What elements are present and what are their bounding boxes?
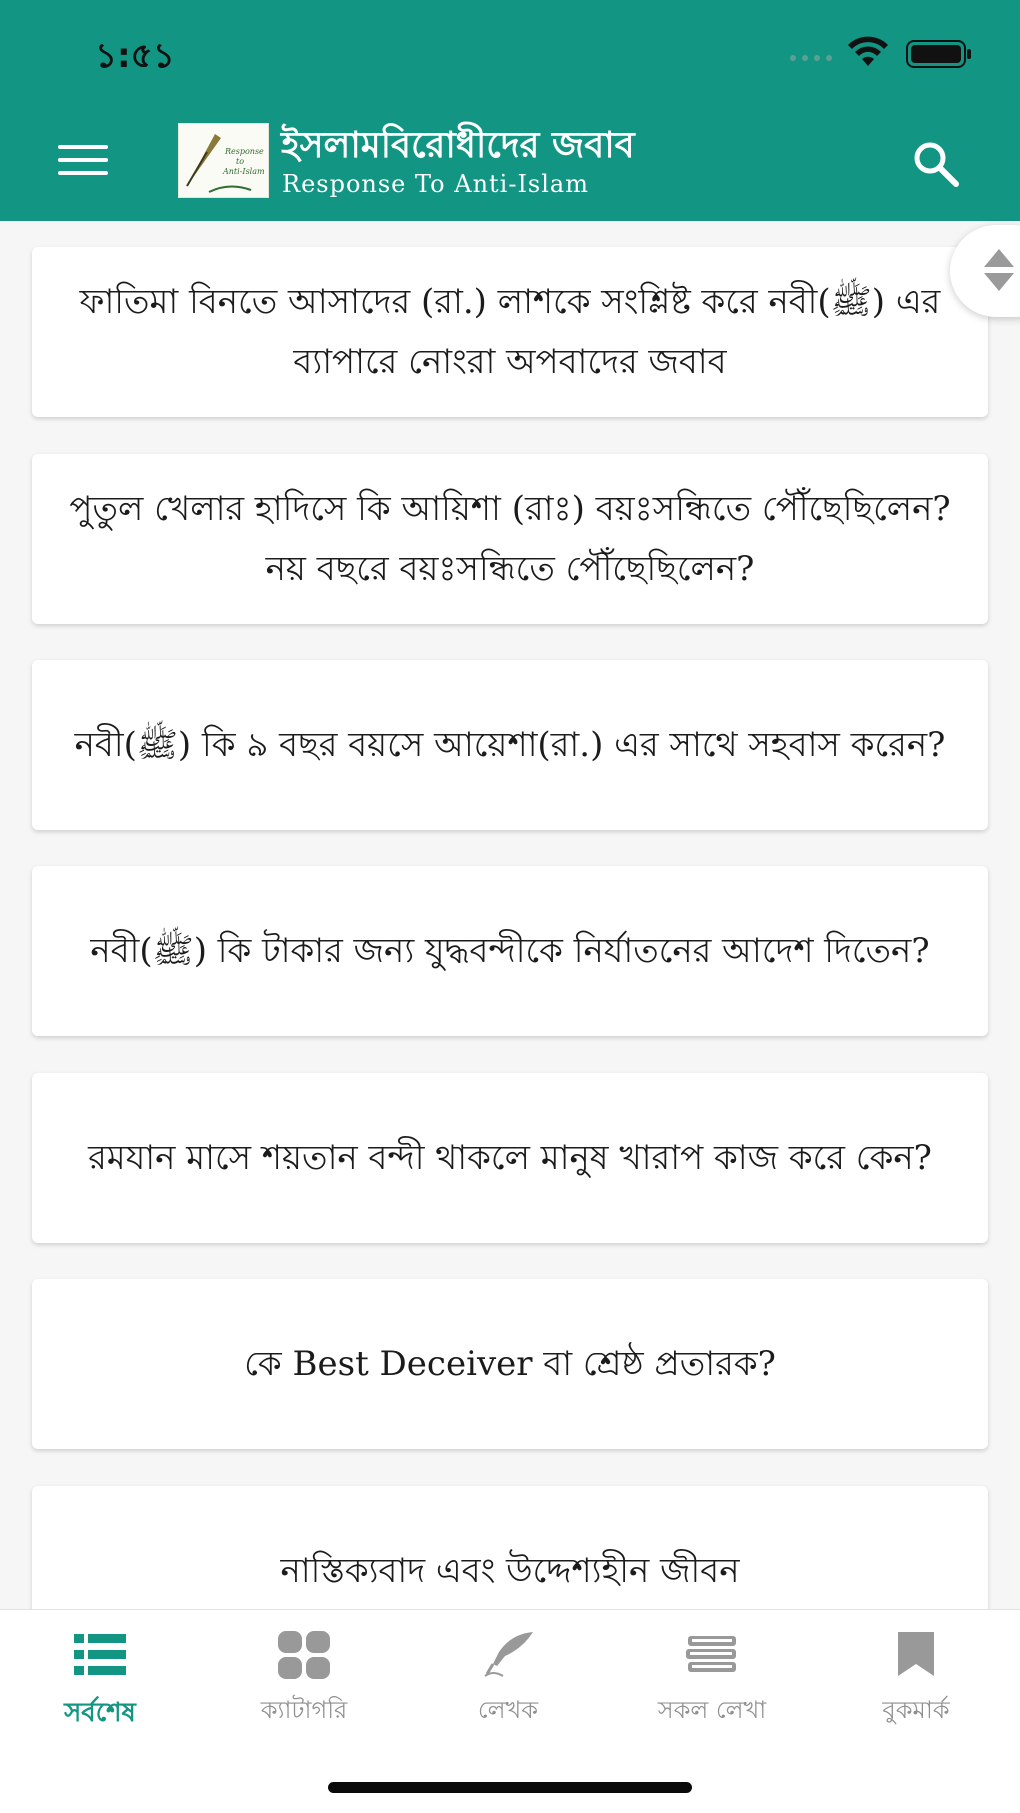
quill-pen-icon xyxy=(481,1630,535,1680)
nav-bookmark[interactable] xyxy=(826,1630,1006,1750)
cellular-signal-icon xyxy=(790,55,832,61)
books-stack-icon xyxy=(684,1630,740,1680)
hamburger-icon xyxy=(58,145,108,149)
nav-author[interactable] xyxy=(418,1630,598,1750)
app-title: ইসলামবিরোধীদের জবাব xyxy=(281,125,635,166)
battery-icon xyxy=(906,40,972,68)
app-subtitle: Response To Anti-Islam xyxy=(282,170,589,198)
article-title: নবী(ﷺ) কি টাকার জন্য যুদ্ধবন্দীকে নির্যাতনের আদেশ দিতেন? xyxy=(90,931,930,971)
nav-label: ক্যাটাগরি xyxy=(260,1696,348,1724)
nav-latest[interactable] xyxy=(10,1630,190,1750)
article-title: পুতুল খেলার হাদিসে কি আয়িশা (রাঃ) বয়ঃসন্ধিতে পৌঁছেছিলেন? নয় বছরে বয়ঃসন্ধিতে পৌঁছেছিলেন? xyxy=(69,489,951,589)
article-title: কে Best Deceiver বা শ্রেষ্ঠ প্রতারক? xyxy=(244,1344,776,1384)
article-title: ফাতিমা বিনতে আসাদের (রা.) লাশকে সংশ্লিষ্ট করে নবী(ﷺ) এর ব্যাপারে নোংরা অপবাদের জবাব xyxy=(79,282,941,382)
svg-text:to: to xyxy=(236,157,245,166)
home-indicator xyxy=(328,1782,692,1793)
article-card[interactable] xyxy=(32,454,988,624)
article-card[interactable] xyxy=(32,1279,988,1449)
nav-label: সর্বশেষ xyxy=(64,1698,136,1728)
nav-all-articles[interactable] xyxy=(622,1630,802,1750)
category-grid-icon xyxy=(277,1630,331,1680)
nav-label: বুকমার্ক xyxy=(882,1696,950,1724)
article-title: রমযান মাসে শয়তান বন্দী থাকলে মানুষ খারাপ কাজ করে কেন? xyxy=(88,1138,932,1178)
nav-label: সকল লেখা xyxy=(657,1696,767,1724)
article-list[interactable] xyxy=(0,221,1020,1609)
article-card[interactable] xyxy=(32,660,988,830)
nav-category[interactable] xyxy=(214,1630,394,1750)
menu-button[interactable] xyxy=(58,145,108,175)
article-card[interactable] xyxy=(32,1073,988,1243)
svg-text:Response: Response xyxy=(225,147,264,156)
search-button[interactable] xyxy=(910,138,962,194)
svg-text:Anti-Islam: Anti-Islam xyxy=(223,167,265,176)
article-card[interactable] xyxy=(32,247,988,417)
article-title: নাস্তিক্যবাদ এবং উদ্দেশ্যহীন জীবন xyxy=(280,1551,740,1591)
up-down-arrows-icon xyxy=(982,247,1016,293)
bookmark-icon xyxy=(896,1630,936,1680)
latest-list-icon xyxy=(72,1630,128,1680)
wifi-icon xyxy=(846,36,890,68)
app-logo xyxy=(178,123,269,198)
app-bar xyxy=(0,0,1020,221)
article-card[interactable] xyxy=(32,866,988,1036)
status-time: ১:৫১ xyxy=(95,36,175,76)
search-icon xyxy=(910,138,962,190)
article-card[interactable] xyxy=(32,1486,988,1609)
article-title: নবী(ﷺ) কি ৯ বছর বয়সে আয়েশা(রা.) এর সাথে সহবাস করেন? xyxy=(74,725,946,765)
nav-label: লেখক xyxy=(477,1696,539,1724)
